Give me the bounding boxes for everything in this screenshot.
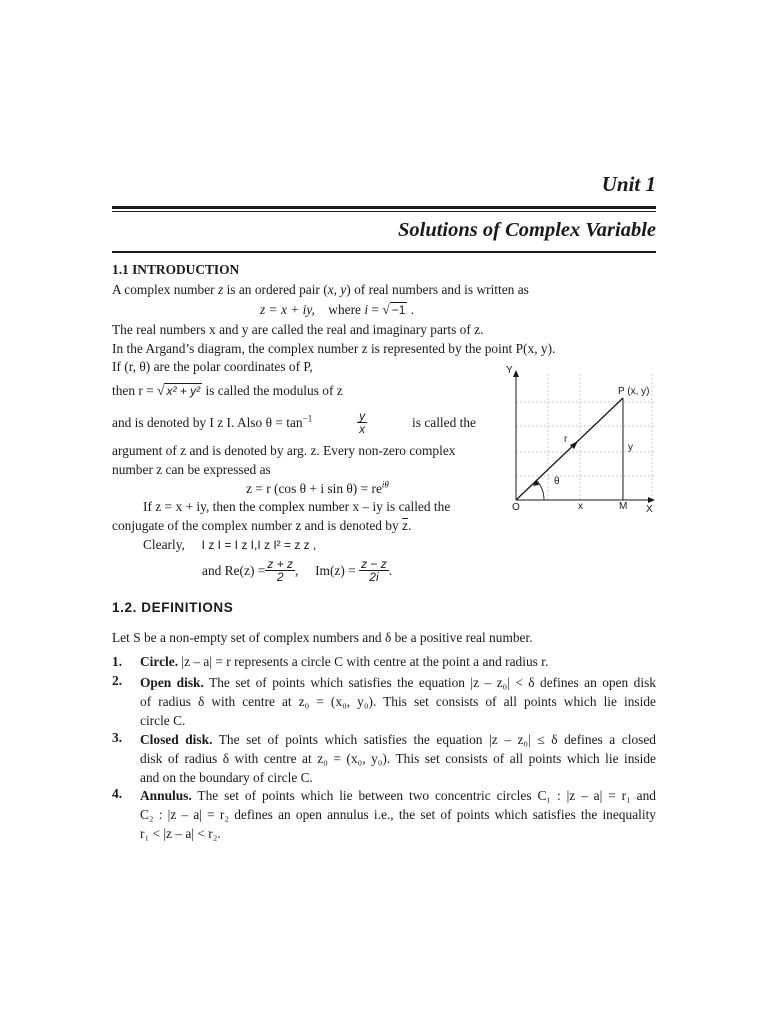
label-r: r	[564, 434, 568, 445]
fraction-imag-part: $\frac{z - z}{2i}$	[361, 557, 387, 584]
chapter-title: Solutions of Complex Variable	[397, 219, 656, 241]
intro-line-4: In the Argand’s diagram, the complex number z is represented by the point P(x, y).	[112, 341, 556, 356]
definitions-intro: Let S be a non-empty set of complex numbers and δ be a positive real number.	[112, 630, 533, 645]
real-imag-parts-line: and Re(z) = $\frac{z + z}{2}$ , Im(z) = $\frac{z - z}{2i}$ .	[202, 557, 393, 584]
definition-annulus: Annulus. The set of points which lie between two concentric circles C₁ : |z – a| = r₁ and C₂ : |z – a| = r₂ defines an open annulus i.e., the set of points which satisfies the inequality r₁ < |z – a| < r₂.	[140, 788, 656, 841]
clearly-line: Clearly, I z I = I z I,I z I² = z z ,	[143, 537, 317, 552]
intro-line-5: If (r, θ) are the polar coordinates of P,	[112, 359, 313, 374]
unit-label: Unit 1	[601, 172, 656, 196]
label-y: y	[628, 442, 633, 453]
intro-line-11: If z = x + iy, then the complex number x – iy is called the	[143, 499, 451, 514]
modulus-line: then r = √ x² + y² is called the modulus of z	[112, 383, 343, 398]
equation-polar-form: z = r (cos θ + i $\sin \theta) = re^{i\theta}$	[246, 479, 389, 496]
section-heading-introduction: 1.1 INTRODUCTION	[112, 262, 240, 277]
header-rule-thin	[112, 211, 656, 212]
header-rule-thick	[112, 206, 656, 209]
section-heading-definitions: 1.2. DEFINITIONS	[112, 600, 234, 615]
fraction-y-over-x: $\frac{y}{x}$	[359, 409, 366, 436]
definition-number: 4.	[112, 786, 123, 801]
radius-line-op	[516, 398, 623, 500]
definition-circle: Circle. |z – a| = r represents a circle C with centre at the point a and radius r.	[140, 654, 549, 669]
label-m: M	[619, 501, 628, 512]
label-theta: θ	[554, 476, 560, 487]
intro-line-8: argument of z and is denoted by arg. z. Every non-zero complex	[112, 443, 456, 458]
definition-number: 1.	[112, 654, 123, 669]
definition-number: 3.	[112, 730, 123, 745]
label-point-p: P (x, y)	[618, 386, 650, 397]
definition-closed-disk: Closed disk. The set of points which satisfies the equation |z – z₀| ≤ δ defines a closed disk of radius δ with centre at z₀ = (x₀, y₀). This set consists of all points which lie inside and on the boundary of circle C.	[140, 732, 656, 785]
argand-diagram	[500, 362, 662, 518]
intro-line-9: number z can be expressed as	[112, 462, 271, 477]
argument-line: and is denoted by I z I. Also $\theta = \tan^{-1}$ $\frac{y}{x}$ is called the	[112, 409, 476, 436]
y-axis-arrow-icon	[513, 370, 519, 377]
label-y-axis: Y	[506, 365, 513, 376]
intro-line-3: The real numbers x and y are called the real and imaginary parts of z.	[112, 322, 484, 337]
label-x-axis: X	[646, 504, 653, 515]
definition-open-disk: Open disk. The set of points which satisfies the equation |z – z₀| < δ defines an open disk of radius δ with centre at z₀ = (x₀, y₀). This set consists of all points which lie inside circle C.	[140, 675, 656, 728]
definition-number: 2.	[112, 673, 123, 688]
fraction-real-part: $\frac{z + z}{2}$	[267, 557, 294, 584]
x-axis-arrow-icon	[648, 497, 655, 503]
intro-line-1: A complex number z is an ordered pair (x, y) of real numbers and is written as	[112, 282, 529, 297]
equation-z-definition: z = x + iy, where i = √ −1 .	[260, 302, 415, 317]
label-x: x	[578, 501, 583, 512]
title-rule	[112, 251, 656, 253]
intro-line-12: conjugate of the complex number z and is denoted by $\overline{z}$.	[112, 518, 412, 533]
label-origin: O	[512, 502, 520, 513]
